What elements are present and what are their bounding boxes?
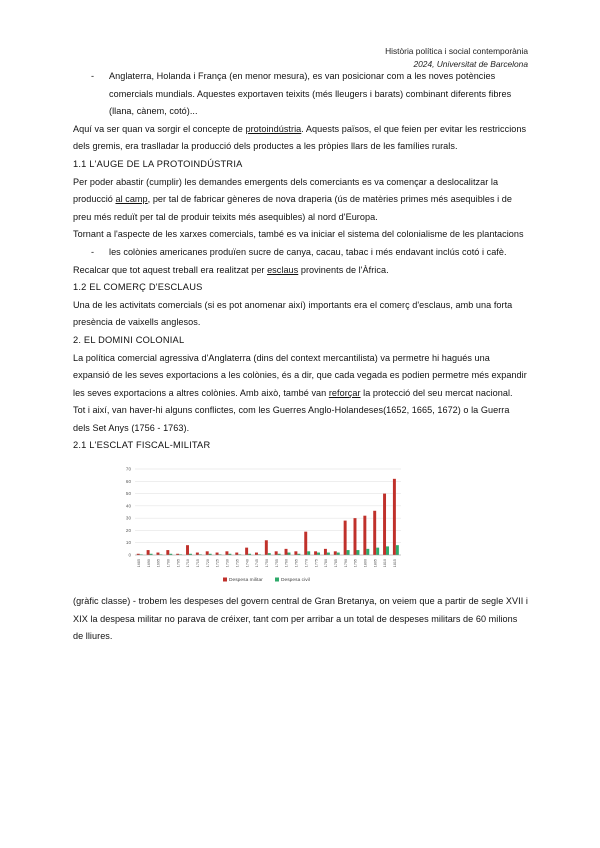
bar-military: [156, 553, 159, 555]
x-tick-label: 1805: [373, 559, 378, 568]
paragraph-deslocalitzacio: [73, 174, 528, 227]
bar-civil: [396, 545, 399, 555]
x-tick-label: 1695: [156, 559, 161, 568]
x-tick-label: 1775: [314, 559, 319, 568]
bar-military: [304, 532, 307, 555]
bar-military: [285, 549, 288, 555]
bar-civil: [347, 550, 350, 555]
y-tick-label: 20: [125, 527, 131, 533]
x-tick-label: 1715: [196, 559, 201, 568]
bar-military: [245, 548, 248, 555]
bar-military: [373, 511, 376, 555]
bar-civil: [337, 553, 340, 555]
paragraph-protoindustria: [73, 121, 528, 156]
bar-military: [363, 516, 366, 555]
bar-civil: [356, 550, 359, 555]
x-tick-label: 1725: [215, 559, 220, 568]
y-tick-label: 50: [125, 491, 131, 497]
x-tick-label: 1685: [136, 559, 141, 568]
underlined-term: esclaus: [267, 264, 299, 275]
x-tick-label: 1700: [166, 559, 171, 568]
x-tick-label: 1795: [353, 559, 358, 568]
x-tick-label: 1705: [176, 559, 181, 568]
x-tick-label: 1780: [324, 559, 329, 568]
bar-military: [196, 553, 199, 555]
x-tick-label: 1760: [284, 559, 289, 568]
x-tick-label: 1735: [235, 559, 240, 568]
y-tick-label: 70: [125, 466, 131, 472]
underlined-term: protoindústria: [245, 123, 302, 134]
paragraph-esclaus: [73, 262, 528, 280]
y-tick-label: 60: [125, 478, 131, 484]
bar-civil: [376, 548, 379, 555]
bar-military: [324, 549, 327, 555]
legend-label: Despesa civil: [281, 578, 310, 584]
bar-military: [235, 553, 238, 555]
bar-military: [294, 551, 297, 555]
bar-civil: [366, 549, 369, 555]
section-heading: 1.2 EL COMERÇ D'ESCLAUS: [73, 282, 203, 293]
section-heading: 1.1 L'AUGE DE LA PROTOINDÚSTRIA: [73, 158, 243, 169]
y-tick-label: 30: [125, 515, 131, 521]
bar-civil: [327, 553, 330, 555]
bar-civil: [386, 546, 389, 555]
paragraph-text: , per tal de fabricar gèneres de nova draperia (ús de matèries primes més asequibles i de preu més reduït per tal de produir teixits més asequibles) al nord d'Europa.: [73, 194, 513, 222]
x-tick-label: 1710: [186, 559, 191, 568]
y-tick-label: 0: [128, 552, 131, 558]
bar-military: [393, 479, 396, 555]
bar-military: [265, 540, 268, 555]
legend-swatch: [223, 578, 227, 582]
paragraph-plantacions: Tornant a l'aspecte de les xarxes comercials, també es va iniciar el sistema del colonialisme de les plantacions: [73, 229, 524, 240]
bar-military: [186, 545, 189, 555]
legend-label: Despesa militar: [229, 578, 263, 584]
bar-military: [206, 551, 209, 555]
x-tick-label: 1720: [205, 559, 210, 568]
legend-swatch: [275, 578, 279, 582]
underlined-term: al camp: [115, 194, 148, 205]
x-tick-label: 1790: [343, 559, 348, 568]
bar-military: [314, 551, 317, 555]
bar-civil: [307, 551, 310, 555]
paragraph-text: . Aquests països, el que feien per evitar les restriccions dels gremis, era traslladar la producció dels productes a les pròpies llars de les famílies rurals.: [73, 123, 527, 152]
expenditure-bar-chart: [113, 463, 413, 591]
paragraph-grafic: (gràfic classe) - trobem les despeses del govern central de Gran Bretanya, on veiem que a partir de segle XVII i XIX la despesa militar no parava de créixer, tant com per arribar a un total de despeses militars de 60 milions de lliures.: [73, 596, 528, 642]
bar-military: [147, 550, 150, 555]
paragraph-politica-comercial: [73, 350, 528, 403]
paragraph-text: provinents de l'Àfrica.: [298, 264, 389, 275]
x-tick-label: 1815: [393, 559, 398, 568]
bar-military: [354, 518, 357, 555]
bullet-dash: -: [91, 71, 95, 81]
paragraph-text: Recalcar que tot aquest treball era realitzat per: [73, 264, 268, 275]
bar-civil: [317, 553, 320, 555]
document-body: [73, 68, 528, 646]
x-tick-label: 1730: [225, 559, 230, 568]
x-tick-label: 1755: [274, 559, 279, 568]
paragraph-conflictes: Tot i així, van haver-hi alguns conflictes, com les Guerres Anglo-Holandeses(1652, 1665, 1672) o la Guerra dels Set Anys (1756 - 1763).: [73, 405, 510, 433]
paragraph-text: la protecció del seu mercat nacional.: [360, 387, 513, 398]
bar-military: [344, 521, 347, 555]
paragraph-text: La política comercial agressiva d'Anglaterra (dins del context mercantilista) va permetre hi hagués una expansió de les seves exportacions a les colònies, és a dir, que cada vegada es podien permetre més expandir les seves exportacions a altres colònies. Amb això, també van: [73, 352, 527, 398]
section-heading: 2.1 L'ESCLAT FISCAL-MILITAR: [73, 440, 211, 451]
section-heading: 2. EL DOMINI COLONIAL: [73, 334, 185, 345]
underlined-term: reforçar: [328, 387, 361, 398]
bullet-item: [73, 68, 528, 121]
x-tick-label: 1690: [146, 559, 151, 568]
bar-military: [225, 551, 228, 555]
x-tick-label: 1810: [383, 559, 388, 568]
bullet-text: les colònies americanes produïen sucre de canya, cacau, tabac i més endavant inclús cotó i cafè.: [109, 246, 507, 257]
x-tick-label: 1785: [333, 559, 338, 568]
bar-military: [166, 550, 169, 555]
x-tick-label: 1765: [294, 559, 299, 568]
y-tick-label: 10: [125, 540, 131, 546]
bar-military: [216, 553, 219, 555]
paragraph-comerc-esclaus: Una de les activitats comercials (si es pot anomenar així) importants era el comerç d'esclaus, amb una forta presència de vaixells anglesos.: [73, 299, 513, 328]
bullet-dash: -: [91, 246, 95, 257]
x-tick-label: 1745: [255, 559, 260, 568]
bar-military: [275, 551, 278, 555]
bar-civil: [288, 553, 291, 555]
bar-military: [334, 551, 337, 555]
x-tick-label: 1750: [265, 559, 269, 568]
x-tick-label: 1800: [363, 559, 368, 568]
bar-military: [383, 494, 386, 555]
bullet-text: Anglaterra, Holanda i França (en menor mesura), es van posicionar com a les noves potències comercials mundials. Aquestes exportaven teixits (més lleugers i barats) combinant diferents fibres (llana, cànem, cotó)...: [109, 71, 512, 117]
header-course-title: Història política i social contemporània: [385, 46, 528, 56]
x-tick-label: 1740: [245, 559, 250, 568]
header-year-university: 2024, Universitat de Barcelona: [413, 59, 528, 69]
paragraph-text: Per poder abastir (cumplir) les demandes emergents dels comerciants es va començar a deslocalitzar la producció: [73, 176, 499, 205]
chart-container: [73, 459, 528, 593]
paragraph-text: Aquí va ser quan va sorgir el concepte de: [73, 123, 246, 134]
x-tick-label: 1770: [304, 559, 309, 568]
bullet-item: [73, 244, 528, 262]
bar-military: [255, 553, 258, 555]
y-tick-label: 40: [125, 503, 131, 509]
